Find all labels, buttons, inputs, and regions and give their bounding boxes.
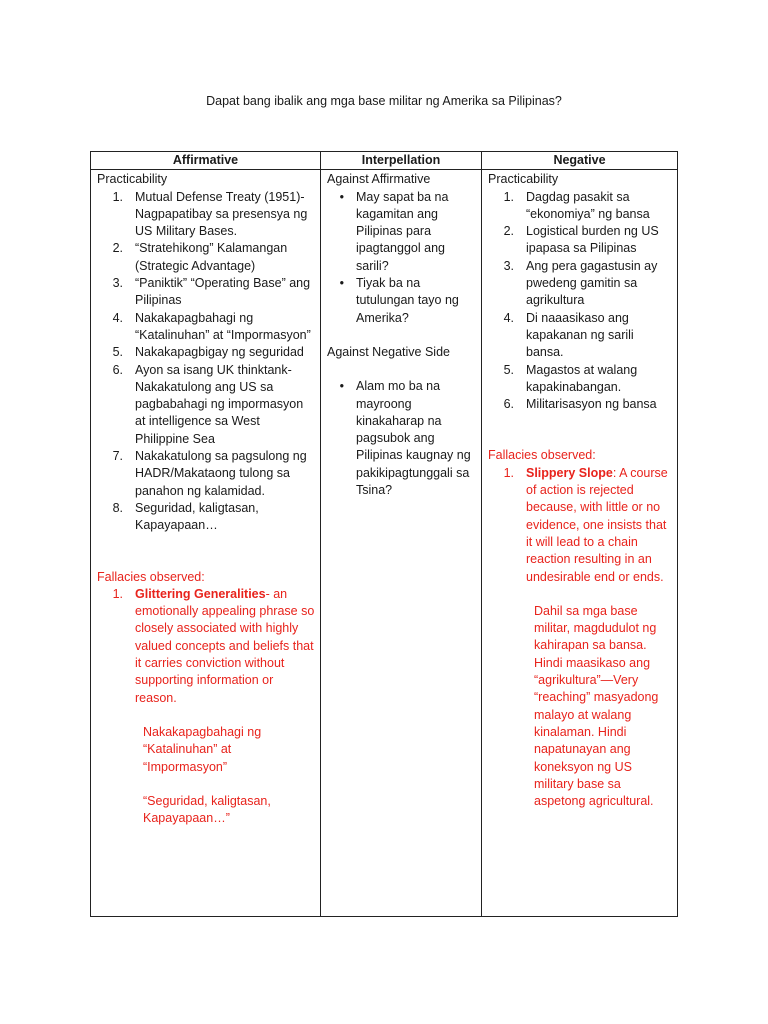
fallacy-description: - an emotionally appealing phrase so closely associated with highly valued concepts and beliefs that it carries conviction without supporting information or reason. bbox=[135, 586, 315, 705]
negative-heading: Practicability bbox=[488, 172, 559, 187]
affirmative-heading: Practicability bbox=[97, 172, 168, 187]
fallacy-item: 1. Glittering Generalities- an emotionally appealing phrase so closely associated with highly valued concepts and beliefs that it carries conviction without supporting information or reason. bbox=[112, 586, 315, 705]
question-item: • Tiyak ba na tutulungan tayo ng Amerika? bbox=[339, 276, 459, 325]
list-item: 2. Logistical burden ng US ipapasa sa Pilipinas bbox=[503, 224, 659, 256]
list-item: 3. “Paniktik” “Operating Base” ang Pilipinas bbox=[112, 276, 311, 308]
list-item: 1. Mutual Defense Treaty (1951)- Nagpapatibay sa presensya ng US Military Bases. bbox=[112, 189, 308, 239]
table-body-row bbox=[91, 170, 678, 917]
list-item: 6. Militarisasyon ng bansa bbox=[503, 397, 657, 412]
list-item: 4. Di naaasikaso ang kapakanan ng sarili bansa. bbox=[503, 310, 634, 360]
column-header-affirmative: Affirmative bbox=[91, 152, 321, 170]
question-item: • Alam mo ba na mayroong kinakaharap na pagsubok ang Pilipinas kaugnay ng pakikipagtunggali sa Tsina? bbox=[339, 379, 471, 498]
column-header-interpellation: Interpellation bbox=[321, 152, 482, 170]
fallacy-name: Slippery Slope bbox=[526, 465, 613, 480]
against-negative-heading: Against Negative Side bbox=[327, 344, 450, 359]
document-title: Dapat bang ibalik ang mga base militar ng Amerika sa Pilipinas? bbox=[206, 94, 562, 108]
fallacy-explanation: Dahil sa mga base militar, magdudulot ng kahirapan sa bansa. Hindi maasikaso ang “agrikultura”—Very “reaching” masyadong malayo at walang kinalaman. Hindi napatunayan ang koneksyon ng US military base sa aspetong agricultural. bbox=[534, 603, 659, 809]
interpellation-cell bbox=[321, 170, 482, 917]
negative-fallacy-list bbox=[488, 465, 673, 586]
against-affirmative-heading: Against Affirmative bbox=[327, 172, 431, 187]
fallacy-quote: Nakakapagbahagi ng “Katalinuhan” at “Impormasyon” bbox=[143, 724, 262, 774]
negative-list bbox=[488, 189, 673, 414]
fallacy-item: 1. Slippery Slope: A course of action is rejected because, with little or no evidence, one insists that it will lead to a chain reaction resulting in an undesirable end or ends. bbox=[503, 465, 668, 584]
column-header-negative: Negative bbox=[482, 152, 678, 170]
list-item: 5. Magastos at walang kapakinabangan. bbox=[503, 362, 638, 394]
affirmative-fallacy-list bbox=[97, 586, 316, 707]
question-item: • May sapat ba na kagamitan ang Pilipinas para ipagtanggol ang sarili? bbox=[339, 189, 449, 273]
list-item: 1. Dagdag pasakit sa “ekonomiya” ng bansa bbox=[503, 189, 650, 221]
affirmative-questions-list bbox=[327, 189, 477, 327]
affirmative-list bbox=[97, 189, 316, 535]
list-item: 3. Ang pera gagastusin ay pwedeng gamitin sa agrikultura bbox=[503, 258, 658, 308]
list-item: 7. Nakakatulong sa pagsulong ng HADR/Makataong tulong sa panahon ng kalamidad. bbox=[112, 449, 307, 498]
list-item: 8. Seguridad, kaligtasan, Kapayapaan… bbox=[112, 500, 259, 533]
list-item: 6. Ayon sa isang UK thinktank- Nakakatulong ang US sa pagbabahagi ng impormasyon at intelligence sa West Philippine Sea bbox=[112, 362, 304, 446]
list-item: 4. Nakakapagbahagi ng “Katalinuhan” at “Impormasyon” bbox=[112, 310, 311, 342]
table-header-row bbox=[91, 152, 678, 170]
list-item: 2. “Stratehikong” Kalamangan (Strategic Advantage) bbox=[112, 241, 288, 273]
list-item: 5. Nakakapagbigay ng seguridad bbox=[112, 345, 304, 360]
fallacy-quote: “Seguridad, kaligtasan, Kapayapaan…” bbox=[143, 793, 271, 826]
fallacy-name: Glittering Generalities bbox=[135, 586, 266, 601]
affirmative-fallacies-heading: Fallacies observed: bbox=[97, 569, 205, 584]
negative-cell bbox=[482, 170, 678, 917]
negative-fallacies-heading: Fallacies observed: bbox=[488, 448, 596, 463]
affirmative-cell bbox=[91, 170, 321, 917]
negative-questions-list bbox=[327, 378, 477, 499]
fallacy-description: : A course of action is rejected because, with little or no evidence, one insists that it will lead to a chain reaction resulting in an undesirable end or ends. bbox=[526, 465, 668, 584]
debate-table bbox=[90, 151, 678, 917]
